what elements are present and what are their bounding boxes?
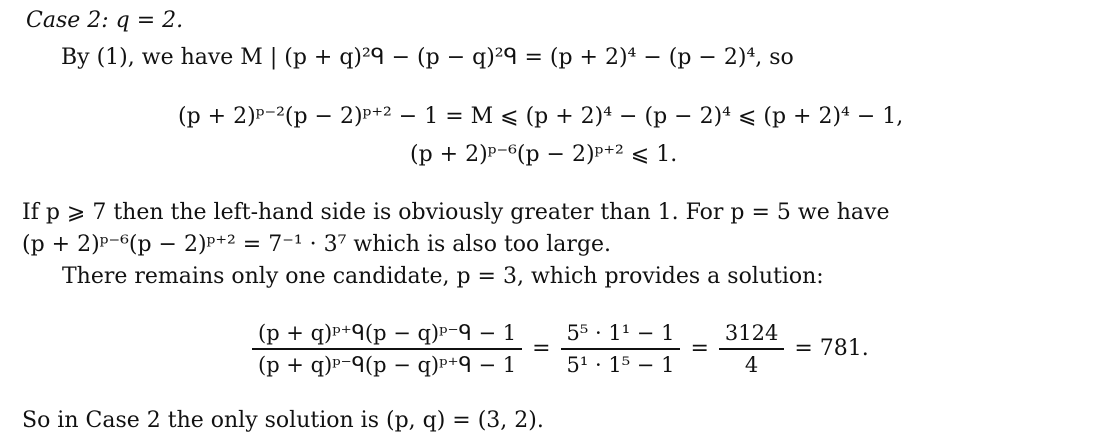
paragraph-1-line-2: (p + 2)ᵖ⁻⁶(p − 2)ᵖ⁺² = 7⁻¹ · 3⁷ which is also too large. [22, 232, 612, 257]
display-equation-1: (p + 2)ᵖ⁻²(p − 2)ᵖ⁺² − 1 = M ⩽ (p + 2)⁴ − (p − 2)⁴ ⩽ (p + 2)⁴ − 1, [178, 104, 904, 129]
fraction-numeric-denominator: 4 [744, 352, 759, 377]
fraction-substituted [561, 318, 681, 380]
fraction-general-denominator: (p + q)ᵖ⁻ᑫ(p − q)ᵖ⁺ᑫ − 1 [258, 352, 517, 377]
case-heading: Case 2: q = 2. [26, 8, 184, 33]
result-value: = 781. [794, 336, 869, 362]
equals-sign: = [532, 336, 551, 362]
equals-sign: = [690, 336, 709, 362]
fraction-general-numerator: (p + q)ᵖ⁺ᑫ(p − q)ᵖ⁻ᑫ − 1 [258, 321, 517, 345]
fraction-substituted-numerator: 5⁵ · 1¹ − 1 [566, 321, 675, 345]
fraction-equation [252, 318, 879, 380]
paragraph-2: There remains only one candidate, p = 3, which provides a solution: [62, 264, 824, 289]
display-equation-2: (p + 2)ᵖ⁻⁶(p − 2)ᵖ⁺² ⩽ 1. [410, 142, 678, 167]
fraction-numeric-numerator: 3124 [724, 321, 779, 345]
fraction-general [252, 318, 522, 380]
conclusion: So in Case 2 the only solution is (p, q) = (3, 2). [22, 408, 544, 433]
fraction-substituted-denominator: 5¹ · 1⁵ − 1 [566, 352, 675, 377]
intro-line: By (1), we have M | (p + q)²ᑫ − (p − q)²ᑫ = (p + 2)⁴ − (p − 2)⁴, so [61, 45, 794, 70]
fraction-numeric [719, 318, 784, 380]
paragraph-1-line-1: If p ⩾ 7 then the left-hand side is obviously greater than 1. For p = 5 we have [22, 200, 890, 225]
